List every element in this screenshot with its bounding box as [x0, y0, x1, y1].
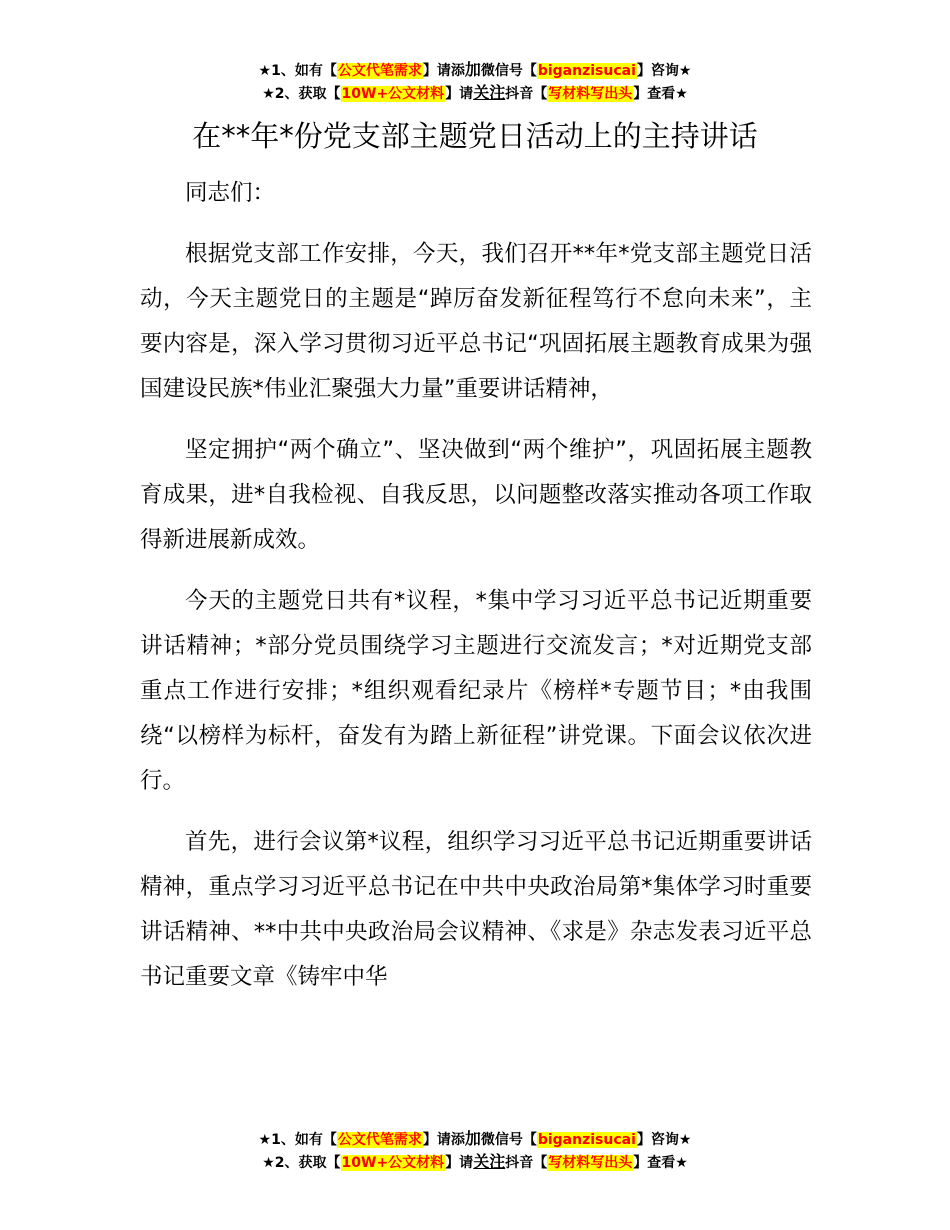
highlight-materials: 10W+公文材料: [341, 86, 445, 102]
paragraph: 根据党支部工作安排，今天，我们召开**年*党支部主题党日活动，今天主题党日的主题是“踔厉奋发新征程笃行不怠向未来”，主要内容是，深入学习贯彻习近平总书记“巩固拓展主题教育成果为强国建设民族*伟业汇聚强大力量”重要讲话精神，: [140, 241, 812, 402]
paragraph: 今天的主题党日共有*议程，*集中学习习近平总书记近期重要讲话精神；*部分党员围绕学习主题进行交流发言；*对近期党支部重点工作进行安排；*组织观看纪录片《榜样*专题节目；*由我围绕“以榜样为标杆，奋发有为踏上新征程”讲党课。下面会议依次进行。: [140, 588, 812, 794]
banner-line-2: ★2、获取【10W+公文材料】请关注抖音【写材料写出头】查看★: [262, 1152, 688, 1171]
highlight-ghostwriting: 公文代笔需求: [337, 1132, 422, 1148]
document-title: 在**年*份党支部主题党日活动上的主持讲话: [192, 119, 758, 153]
bottom-banner: [0, 1128, 950, 1174]
paragraph: 首先，进行会议第*议程，组织学习习近平总书记近期重要讲话精神，重点学习习近平总书记在中共中央政治局第*集体学习时重要讲话精神、**中共中央政治局会议精神、《求是》杂志发表习近平总书记重要文章《铸牢中华: [140, 829, 812, 990]
salutation: 同志们：: [185, 180, 276, 206]
banner-line-1: ★1、如有【公文代笔需求】请添加微信号【biganzisucai】咨询★: [258, 1129, 692, 1148]
highlight-wechat-id: biganzisucai: [537, 1132, 636, 1148]
highlight-ghostwriting: 公文代笔需求: [337, 63, 422, 79]
top-banner: [0, 59, 950, 105]
highlight-materials: 10W+公文材料: [341, 1155, 445, 1171]
highlight-wechat-id: biganzisucai: [537, 63, 636, 79]
highlight-douyin: 写材料写出头: [548, 1155, 633, 1171]
banner-line-2: ★2、获取【10W+公文材料】请关注抖音【写材料写出头】查看★: [262, 83, 688, 102]
paragraph: 坚定拥护“两个确立”、坚决做到“两个维护”，巩固拓展主题教育成果，进*自我检视、自我反思，以问题整改落实推动各项工作取得新进展新成效。: [140, 437, 812, 553]
highlight-douyin: 写材料写出头: [548, 86, 633, 102]
document-body: [140, 171, 812, 1016]
banner-line-1: ★1、如有【公文代笔需求】请添加微信号【biganzisucai】咨询★: [258, 60, 692, 79]
